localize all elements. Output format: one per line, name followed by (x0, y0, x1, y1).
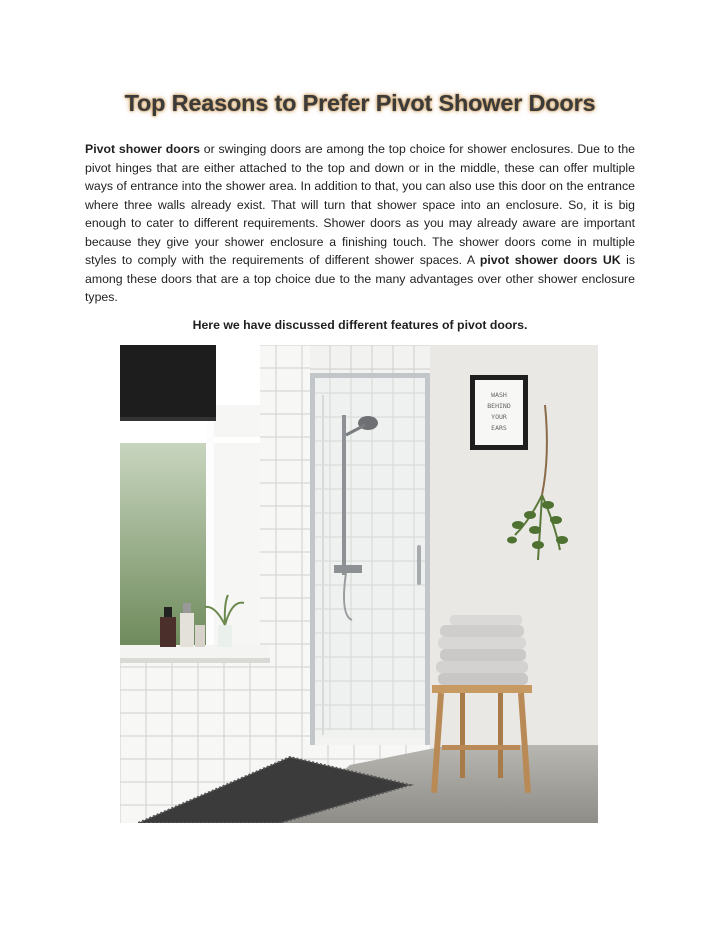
section-subheading: Here we have discussed different features of pivot doors. (192, 318, 528, 332)
sign-line-3: YOUR (491, 413, 507, 421)
paragraph-text-2: is among these doors that are a top choice due to the many advantages over other shower enclosure types. (85, 253, 635, 304)
sign-line-1: WASH (491, 391, 507, 399)
paragraph-text-1: or swinging doors are among the top choice for shower enclosures. Due to the pivot hinges that are either attached to the top and down or in the middle, these can offer multiple ways of entrance into the shower area. In addition to that, you can also use this door on the entrance where three walls already exist. That will turn that shower space into an enclosure. So, it is big enough to cater to different requirements. Shower doors as you may already aware are important because they give your shower enclosure a finishing touch. The shower doors come in multiple styles to comply with the requirements of different shower spaces. A (85, 142, 635, 267)
bathroom-photo (120, 345, 598, 823)
intro-paragraph (85, 140, 635, 307)
pivot-doors-uk-link-text: pivot shower doors UK (479, 253, 621, 267)
sign-line-4: EARS (491, 424, 507, 432)
lead-bold-text: Pivot shower doors (85, 142, 200, 156)
page-title: Top Reasons to Prefer Pivot Shower Doors (124, 90, 596, 116)
sign-line-2: BEHIND (487, 402, 511, 410)
